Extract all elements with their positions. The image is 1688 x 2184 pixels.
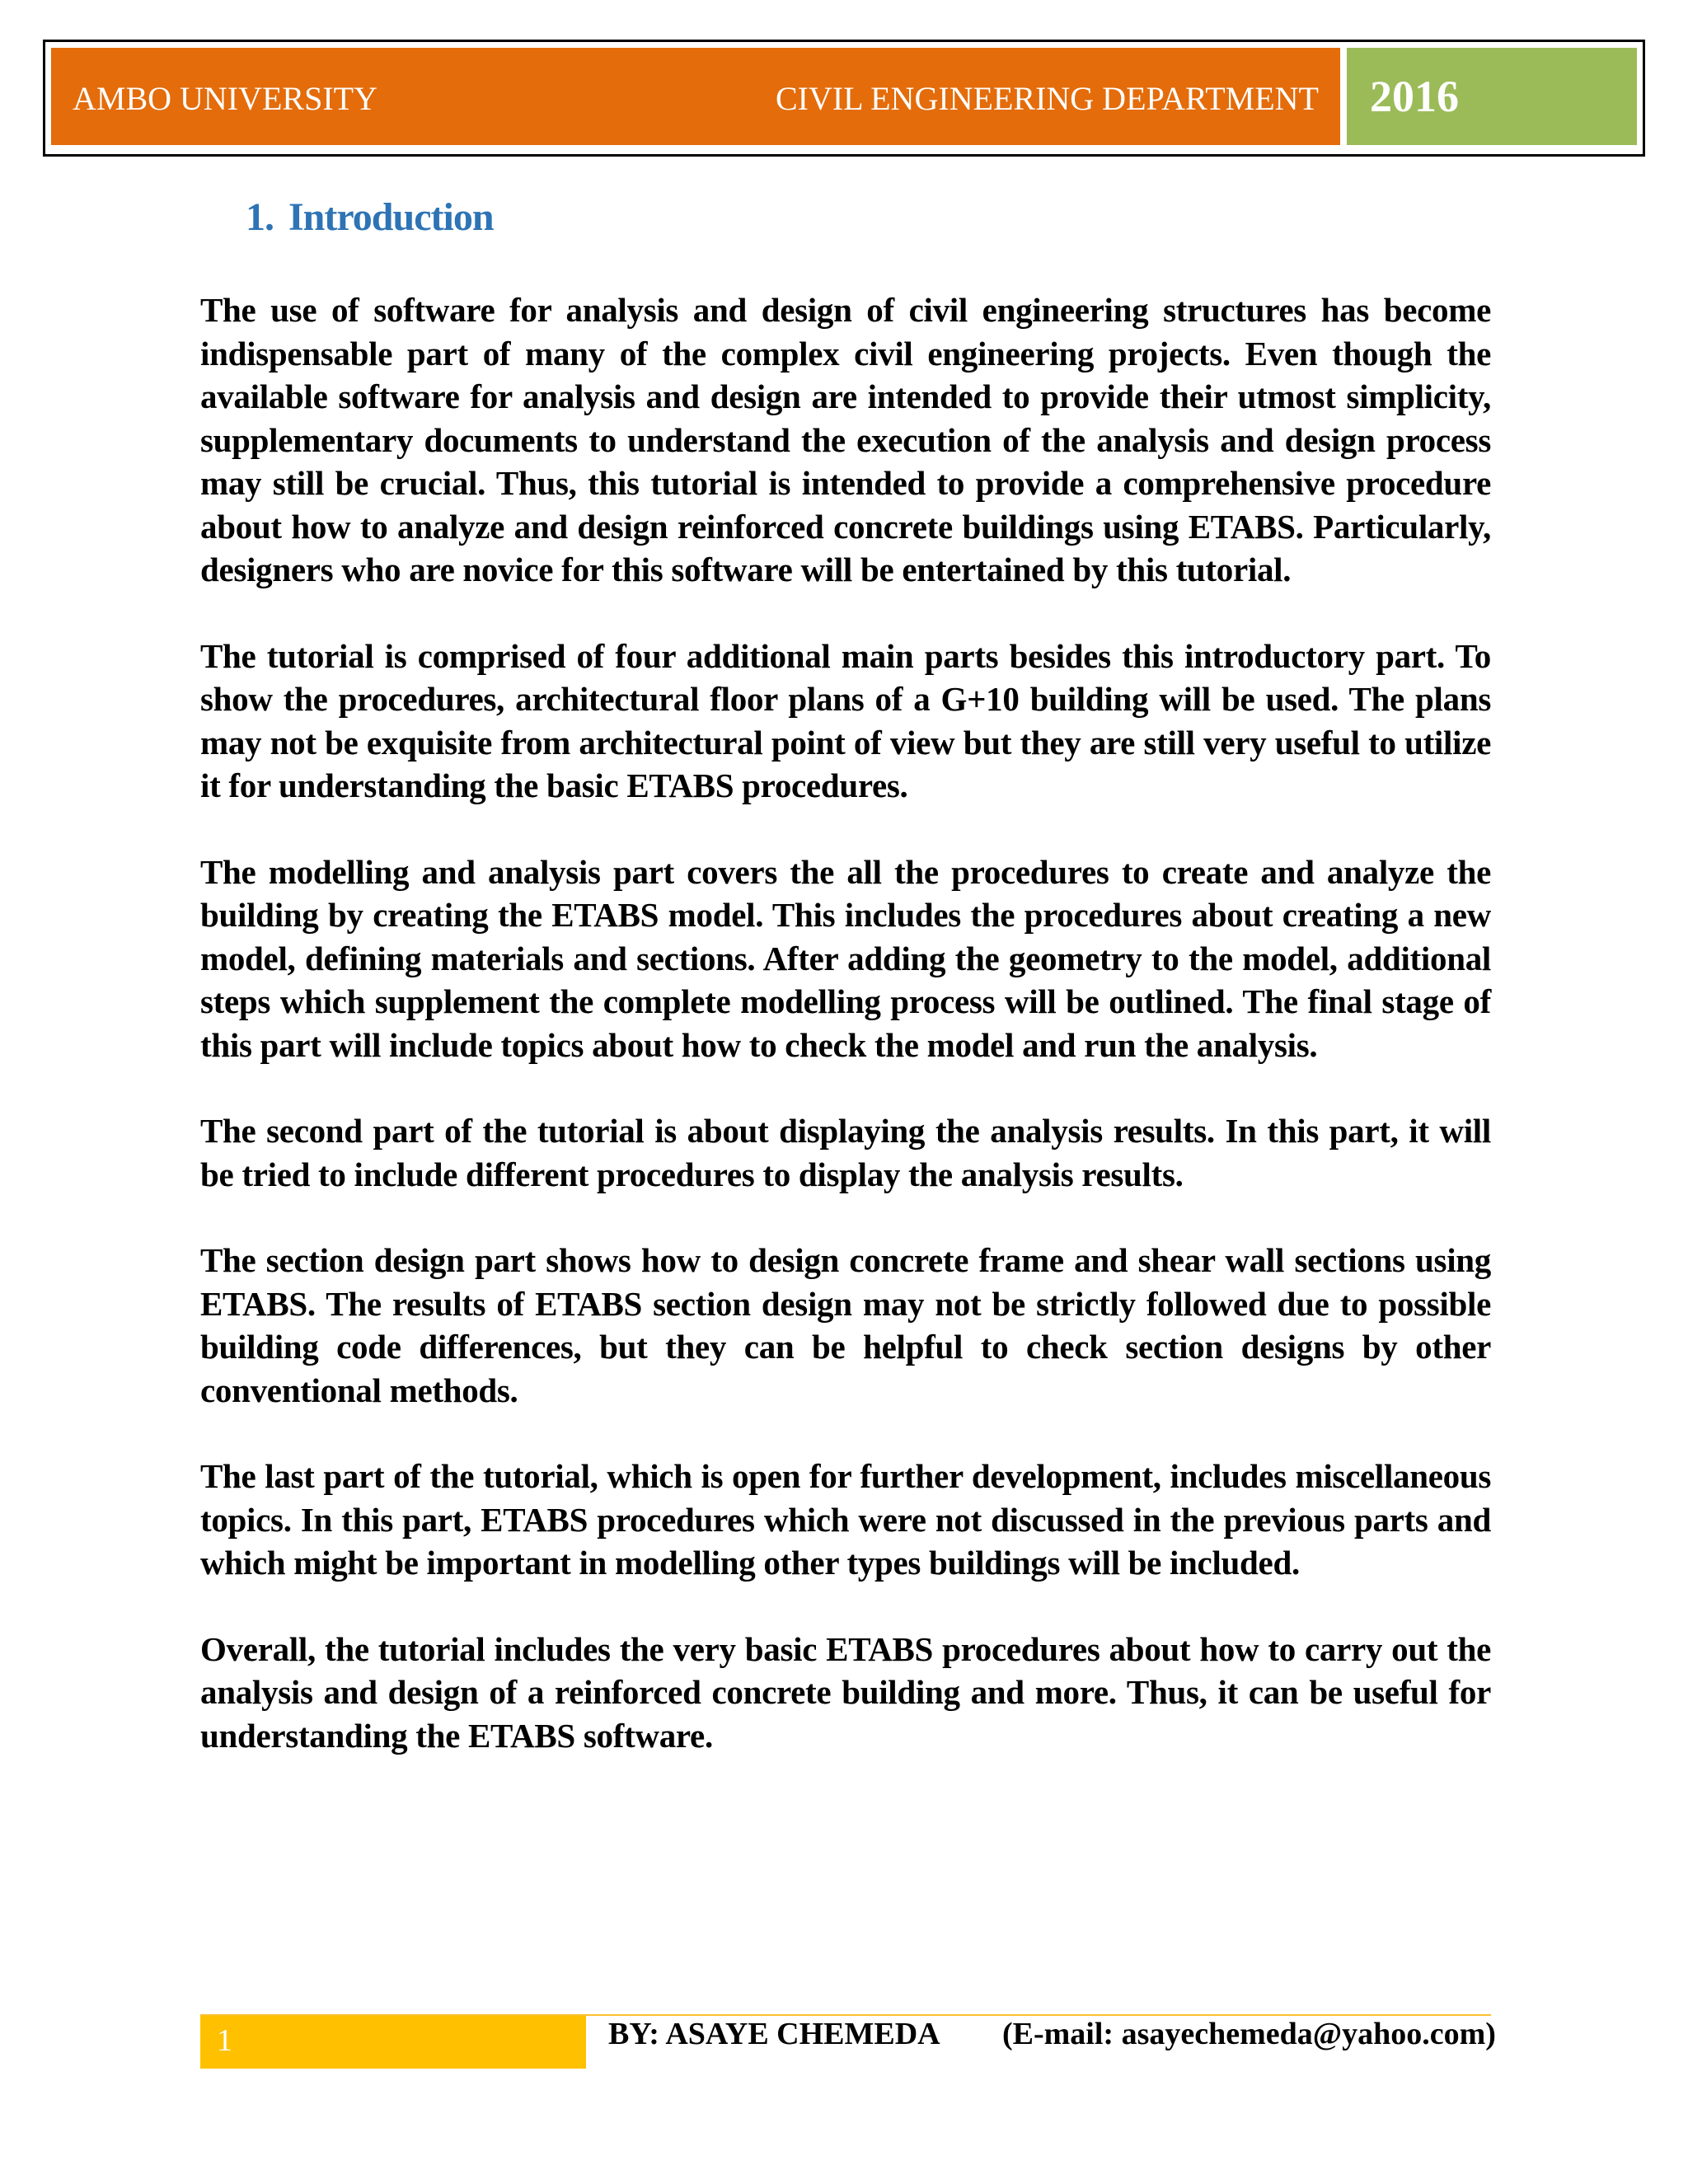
header-year: 2016	[1370, 72, 1459, 121]
department-name: CIVIL ENGINEERING DEPARTMENT	[775, 80, 1319, 117]
header-year-box	[1345, 46, 1639, 147]
paragraph-5: The section design part shows how to design concrete frame and shear wall sections using ETABS. The results of ETABS section design may not be strictly followed due to possible building code differences, but they can be helpful to check section designs by other conventional methods.	[200, 1241, 1491, 1409]
paragraph-1: The use of software for analysis and design of civil engineering structures has become indispensable part of many of the complex civil engineering projects. Even though the available software for analysis and design are intended to provide their utmost simplicity, supplementary documents to understand the execution of the analysis and design process may still be crucial. Thus, this tutorial is intended to provide a comprehensive procedure about how to analyze and design reinforced concrete buildings using ETABS. Particularly, designers who are novice for this software will be entertained by this tutorial.	[200, 291, 1491, 588]
paragraph-3: The modelling and analysis part covers the all the procedures to create and analyze the building by creating the ETABS model. This includes the procedures about creating a new model, defining materials and sections. After adding the geometry to the model, additional steps which supplement the complete modelling process will be outlined. The final stage of this part will include topics about how to check the model and run the analysis.	[200, 852, 1491, 1064]
page-number: 1	[217, 2023, 232, 2058]
footer-page-box	[200, 2016, 586, 2069]
header-banner	[49, 46, 1342, 147]
paragraph-4: The second part of the tutorial is about displaying the analysis results. In this part, it will be tried to include different procedures to display the analysis results.	[200, 1112, 1491, 1193]
section-heading	[246, 194, 494, 240]
section-number: 1.	[246, 195, 274, 239]
university-name: AMBO UNIVERSITY	[73, 80, 377, 117]
body-text	[200, 288, 1491, 1800]
footer-author: BY: ASAYE CHEMEDA	[608, 2017, 940, 2051]
section-title: Introduction	[288, 195, 494, 239]
paragraph-2: The tutorial is comprised of four additional main parts besides this introductory part. To show the procedures, architectural floor plans of a G+10 building will be used. The plans may not be exquisite from architectural point of view but they are still very useful to utilize it for understanding the basic ETABS procedures.	[200, 636, 1491, 804]
footer-email: (E-mail: asayechemeda@yahoo.com)	[1002, 2017, 1496, 2051]
paragraph-6: The last part of the tutorial, which is open for further development, includes miscellaneous topics. In this part, ETABS procedures which were not discussed in the previous parts and which might be important in modelling other types buildings will be included.	[200, 1457, 1491, 1582]
paragraph-7: Overall, the tutorial includes the very basic ETABS procedures about how to carry out the analysis and design of a reinforced concrete building and more. Thus, it can be useful for understanding the ETABS software.	[200, 1629, 1491, 1755]
